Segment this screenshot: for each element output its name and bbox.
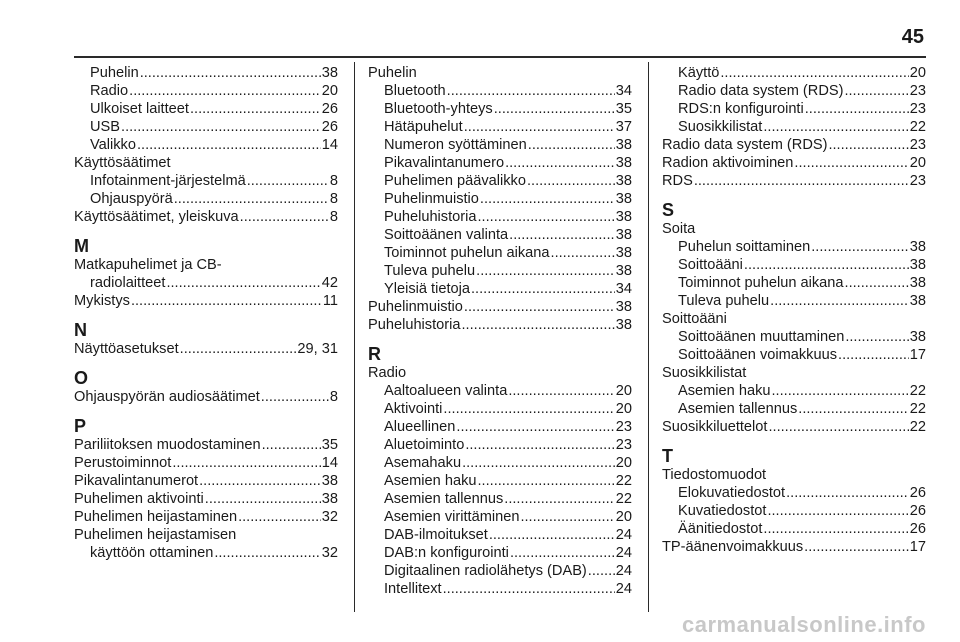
index-entry-text: RDS:n konfigurointi [678, 101, 804, 117]
leader-dots [262, 436, 321, 454]
leader-dots [720, 64, 908, 82]
index-entry [662, 136, 926, 154]
index-entry [368, 400, 632, 418]
leader-dots [845, 328, 908, 346]
leader-dots [838, 346, 909, 364]
index-entry-text: RDS [662, 173, 693, 189]
index-entry [368, 100, 632, 118]
index-entry [368, 436, 632, 454]
index-entry-page: 38 [909, 257, 926, 273]
index-entry-text: TP-äänenvoimakkuus [662, 539, 804, 555]
index-entry-page: 14 [321, 137, 338, 153]
leader-dots [786, 484, 909, 502]
index-group-label: Puhelin [368, 65, 417, 81]
leader-dots [477, 472, 614, 490]
index-entry-text: Soittoäänen muuttaminen [678, 329, 845, 345]
leader-dots [770, 292, 909, 310]
leader-dots [462, 454, 615, 472]
index-entry [662, 382, 926, 400]
index-entry-page: 42 [321, 275, 338, 291]
column-separator-2 [648, 62, 649, 612]
index-entry [662, 502, 926, 520]
index-entry-text: Bluetooth-yhteys [384, 101, 493, 117]
index-entry [368, 454, 632, 472]
index-entry-page: 22 [909, 419, 926, 435]
index-group-label: Tiedostomuodot [662, 467, 767, 483]
leader-dots [494, 100, 615, 118]
leader-dots [505, 154, 615, 172]
index-entry-text: Valikko [90, 137, 136, 153]
index-entry [368, 508, 632, 526]
leader-dots [214, 544, 320, 562]
index-entry [74, 340, 338, 358]
leader-dots [174, 190, 329, 208]
index-entry [662, 64, 926, 82]
leader-dots [551, 244, 615, 262]
leader-dots [794, 154, 908, 172]
leader-dots [471, 280, 615, 298]
leader-dots [845, 274, 909, 292]
index-group-label: Radio [368, 365, 407, 381]
index-entry-page: 26 [321, 119, 338, 135]
leader-dots [763, 520, 908, 538]
index-entry-text: DAB-ilmoitukset [384, 527, 488, 543]
index-entry-text: Asemien tallennus [678, 401, 798, 417]
leader-dots [763, 118, 908, 136]
index-entry [368, 526, 632, 544]
index-entry-text: Soittoäänen voimakkuus [678, 347, 838, 363]
index-group-label: Matkapuhelimet ja CB- [74, 257, 222, 273]
leader-dots [137, 136, 321, 154]
index-entry [662, 346, 926, 364]
leader-dots [744, 256, 909, 274]
index-entry-text: Asemien tallennus [384, 491, 504, 507]
index-entry-text: Radion aktivoiminen [662, 155, 794, 171]
index-entry [368, 382, 632, 400]
index-entry-text: Mykistys [74, 293, 130, 309]
index-entry [74, 64, 338, 82]
index-entry-page: 38 [615, 137, 632, 153]
leader-dots [528, 136, 615, 154]
index-entry-page: 20 [615, 383, 632, 399]
index-entry [74, 388, 338, 406]
index-entry [662, 400, 926, 418]
index-group-label: Puhelimen heijastamisen [74, 527, 237, 543]
index-group-label: Käyttösäätimet [74, 155, 171, 171]
index-entry-text: Radio data system (RDS) [662, 137, 828, 153]
index-entry-page: 17 [909, 539, 926, 555]
index-entry-text: DAB:n konfigurointi [384, 545, 509, 561]
index-entry-page: 26 [321, 101, 338, 117]
index-entry-page: 24 [615, 527, 632, 543]
leader-dots [447, 82, 615, 100]
leader-dots [771, 382, 908, 400]
leader-dots [238, 508, 321, 526]
index-entry-text: USB [90, 119, 121, 135]
index-entry [662, 118, 926, 136]
index-entry-text: Kuvatiedostot [678, 503, 767, 519]
index-entry-page: 38 [615, 245, 632, 261]
index-entry-page: 24 [615, 581, 632, 597]
index-entry-page: 17 [909, 347, 926, 363]
leader-dots [509, 226, 615, 244]
index-entry-page: 8 [329, 389, 338, 405]
index-entry-text: Soittoäänen valinta [384, 227, 509, 243]
index-entry [662, 238, 926, 256]
leader-dots [465, 436, 614, 454]
index-entry-text: Puheluhistoria [384, 209, 477, 225]
index-column-2 [368, 64, 632, 598]
index-entry [368, 244, 632, 262]
index-entry-text: Ohjauspyörän audiosäätimet [74, 389, 260, 405]
index-entry-text: Perustoiminnot [74, 455, 172, 471]
index-letter-heading: S [662, 200, 675, 220]
index-entry [74, 508, 338, 526]
index-entry-page: 38 [615, 227, 632, 243]
index-entry-page: 20 [909, 155, 926, 171]
index-entry-page: 8 [329, 209, 338, 225]
index-entry-page: 23 [909, 137, 926, 153]
leader-dots [480, 190, 615, 208]
index-entry-page: 23 [909, 173, 926, 189]
index-entry-page: 32 [321, 545, 338, 561]
index-entry [368, 280, 632, 298]
index-entry-page: 38 [321, 473, 338, 489]
index-letter-heading: R [368, 344, 381, 364]
index-column-3 [662, 64, 926, 556]
index-entry [662, 328, 926, 346]
index-entry-page: 38 [615, 317, 632, 333]
index-entry-text: Aluetoiminto [384, 437, 465, 453]
index-entry [74, 274, 338, 292]
index-entry-text: Käyttö [678, 65, 720, 81]
leader-dots [199, 472, 321, 490]
index-entry-page: 32 [321, 509, 338, 525]
index-entry [74, 292, 338, 310]
index-entry-text: Tuleva puhelu [678, 293, 770, 309]
index-entry-text: Alueellinen [384, 419, 456, 435]
index-entry [368, 136, 632, 154]
index-entry-page: 38 [615, 173, 632, 189]
leader-dots [172, 454, 320, 472]
column-separator-1 [354, 62, 355, 612]
leader-dots [508, 382, 614, 400]
index-group-label: Soittoääni [662, 311, 727, 327]
index-entry [662, 292, 926, 310]
leader-dots [520, 508, 614, 526]
index-entry-page: 22 [615, 491, 632, 507]
index-entry-page: 38 [615, 263, 632, 279]
leader-dots [798, 400, 909, 418]
index-entry [368, 316, 632, 334]
index-entry-page: 11 [322, 293, 338, 309]
index-entry [368, 562, 632, 580]
index-entry-page: 8 [329, 191, 338, 207]
index-entry-page: 22 [909, 383, 926, 399]
leader-dots [140, 64, 321, 82]
index-entry [368, 208, 632, 226]
leader-dots [462, 316, 615, 334]
index-entry [662, 154, 926, 172]
index-entry-text: Puhelin [90, 65, 139, 81]
index-entry [662, 100, 926, 118]
index-entry-text: Hätäpuhelut [384, 119, 463, 135]
index-entry [368, 490, 632, 508]
index-entry-text: Puhelinmuistio [384, 191, 479, 207]
leader-dots [464, 118, 615, 136]
index-entry-page: 38 [909, 275, 926, 291]
leader-dots [811, 238, 909, 256]
index-entry [74, 472, 338, 490]
leader-dots [489, 526, 615, 544]
index-entry-text: Ohjauspyörä [90, 191, 173, 207]
index-entry-text: Puheluhistoria [368, 317, 461, 333]
index-entry-text: Ulkoiset laitteet [90, 101, 189, 117]
index-entry-text: Aaltoalueen valinta [384, 383, 508, 399]
index-group-label: Soita [662, 221, 696, 237]
index-entry-page: 35 [321, 437, 338, 453]
index-entry-page: 38 [615, 209, 632, 225]
leader-dots [504, 490, 615, 508]
index-entry-text: Toiminnot puhelun aikana [678, 275, 844, 291]
index-entry [662, 274, 926, 292]
index-entry [368, 172, 632, 190]
leader-dots [464, 298, 615, 316]
index-entry-text: Radio data system (RDS) [678, 83, 844, 99]
leader-dots [828, 136, 908, 154]
index-entry-page: 22 [909, 119, 926, 135]
index-entry [662, 82, 926, 100]
leader-dots [694, 172, 909, 190]
index-entry-page: 38 [615, 299, 632, 315]
index-entry-text: Puhelimen aktivointi [74, 491, 204, 507]
index-entry-page: 23 [909, 83, 926, 99]
index-entry [74, 190, 338, 208]
leader-dots [527, 172, 615, 190]
index-entry-page: 20 [615, 401, 632, 417]
watermark: carmanualsonline.info [682, 612, 926, 637]
index-entry [368, 298, 632, 316]
index-entry-text: radiolaitteet [90, 275, 166, 291]
index-letter-heading: T [662, 446, 673, 466]
leader-dots [510, 544, 615, 562]
index-entry [368, 262, 632, 280]
index-entry-text: Intellitext [384, 581, 442, 597]
index-entry [368, 190, 632, 208]
leader-dots [247, 172, 329, 190]
index-entry-text: Toiminnot puhelun aikana [384, 245, 550, 261]
index-entry-text: Käyttösäätimet, yleiskuva [74, 209, 239, 225]
leader-dots [768, 418, 908, 436]
index-entry [74, 100, 338, 118]
leader-dots [166, 274, 320, 292]
leader-dots [767, 502, 908, 520]
index-entry [74, 136, 338, 154]
index-entry [662, 172, 926, 190]
index-entry-page: 20 [615, 509, 632, 525]
index-entry [74, 118, 338, 136]
index-entry [368, 118, 632, 136]
index-entry [662, 538, 926, 556]
index-entry-page: 22 [615, 473, 632, 489]
index-entry [368, 472, 632, 490]
index-entry-page: 34 [615, 83, 632, 99]
index-entry-page: 23 [615, 437, 632, 453]
index-entry-page: 37 [615, 119, 632, 135]
leader-dots [443, 400, 614, 418]
index-entry-text: Suosikkilistat [678, 119, 763, 135]
index-entry-text: Asemien haku [384, 473, 477, 489]
leader-dots [131, 292, 322, 310]
index-entry [662, 418, 926, 436]
index-entry-page: 38 [615, 155, 632, 171]
index-entry-text: Asemahaku [384, 455, 462, 471]
leader-dots [205, 490, 321, 508]
index-entry-page: 26 [909, 503, 926, 519]
leader-dots [804, 538, 909, 556]
index-entry-text: Puhelun soittaminen [678, 239, 811, 255]
index-letter-heading: M [74, 236, 89, 256]
index-entry-page: 38 [615, 191, 632, 207]
index-entry-page: 38 [321, 65, 338, 81]
index-entry-text: Pikavalintanumerot [74, 473, 199, 489]
leader-dots [240, 208, 329, 226]
index-entry-page: 34 [615, 281, 632, 297]
index-entry-text: Digitaalinen radiolähetys (DAB) [384, 563, 587, 579]
index-entry-text: Infotainment-järjestelmä [90, 173, 246, 189]
index-entry-text: Asemien virittäminen [384, 509, 520, 525]
index-entry-page: 22 [909, 401, 926, 417]
index-entry-text: Puhelinmuistio [368, 299, 463, 315]
leader-dots [844, 82, 908, 100]
index-entry-text: käyttöön ottaminen [90, 545, 214, 561]
index-entry-page: 29, 31 [297, 341, 338, 357]
index-entry-text: Bluetooth [384, 83, 446, 99]
header-rule [74, 56, 926, 58]
index-entry-page: 24 [615, 563, 632, 579]
index-entry-page: 26 [909, 521, 926, 537]
index-entry [368, 544, 632, 562]
index-entry-page: 20 [321, 83, 338, 99]
index-letter-heading: O [74, 368, 89, 388]
index-entry [74, 82, 338, 100]
index-entry-page: 14 [321, 455, 338, 471]
index-entry-page: 20 [909, 65, 926, 81]
leader-dots [129, 82, 321, 100]
index-entry-text: Äänitiedostot [678, 521, 763, 537]
index-entry-page: 38 [909, 293, 926, 309]
index-entry [662, 520, 926, 538]
index-entry-text: Asemien haku [678, 383, 771, 399]
index-group-label: Suosikkilistat [662, 365, 747, 381]
leader-dots [180, 340, 297, 358]
index-entry-text: Aktivointi [384, 401, 443, 417]
index-letter-heading: N [74, 320, 87, 340]
index-letter-heading: P [74, 416, 87, 436]
leader-dots [443, 580, 615, 598]
index-entry-page: 26 [909, 485, 926, 501]
index-entry-text: Suosikkiluettelot [662, 419, 768, 435]
leader-dots [805, 100, 909, 118]
index-entry-text: Näyttöasetukset [74, 341, 179, 357]
index-entry-text: Radio [90, 83, 129, 99]
index-entry [368, 154, 632, 172]
index-entry-text: Soittoääni [678, 257, 743, 273]
leader-dots [190, 100, 321, 118]
leader-dots [476, 262, 615, 280]
index-entry-page: 35 [615, 101, 632, 117]
index-entry-text: Puhelimen heijastaminen [74, 509, 238, 525]
page-number: 45 [901, 26, 924, 48]
index-entry [74, 172, 338, 190]
leader-dots [261, 388, 329, 406]
index-entry-page: 38 [909, 239, 926, 255]
index-entry-text: Pariliitoksen muodostaminen [74, 437, 261, 453]
leader-dots [478, 208, 615, 226]
leader-dots [456, 418, 614, 436]
index-entry-page: 24 [615, 545, 632, 561]
leader-dots [588, 562, 615, 580]
index-column-1 [74, 64, 338, 562]
index-entry-text: Pikavalintanumero [384, 155, 505, 171]
index-entry-page: 38 [909, 329, 926, 345]
index-entry [662, 484, 926, 502]
index-entry-page: 38 [321, 491, 338, 507]
leader-dots [121, 118, 321, 136]
index-entry [368, 418, 632, 436]
index-entry [74, 490, 338, 508]
index-entry-page: 20 [615, 455, 632, 471]
index-entry-text: Puhelimen päävalikko [384, 173, 526, 189]
index-entry [74, 208, 338, 226]
index-entry-page: 23 [909, 101, 926, 117]
index-entry [74, 454, 338, 472]
index-entry-page: 8 [329, 173, 338, 189]
index-entry-text: Elokuvatiedostot [678, 485, 786, 501]
index-entry [368, 580, 632, 598]
index-entry [74, 544, 338, 562]
index-entry [74, 436, 338, 454]
index-entry-text: Tuleva puhelu [384, 263, 476, 279]
index-entry-text: Numeron syöttäminen [384, 137, 527, 153]
index-entry-page: 23 [615, 419, 632, 435]
index-entry-text: Yleisiä tietoja [384, 281, 470, 297]
index-entry [368, 226, 632, 244]
index-entry [662, 256, 926, 274]
index-entry [368, 82, 632, 100]
